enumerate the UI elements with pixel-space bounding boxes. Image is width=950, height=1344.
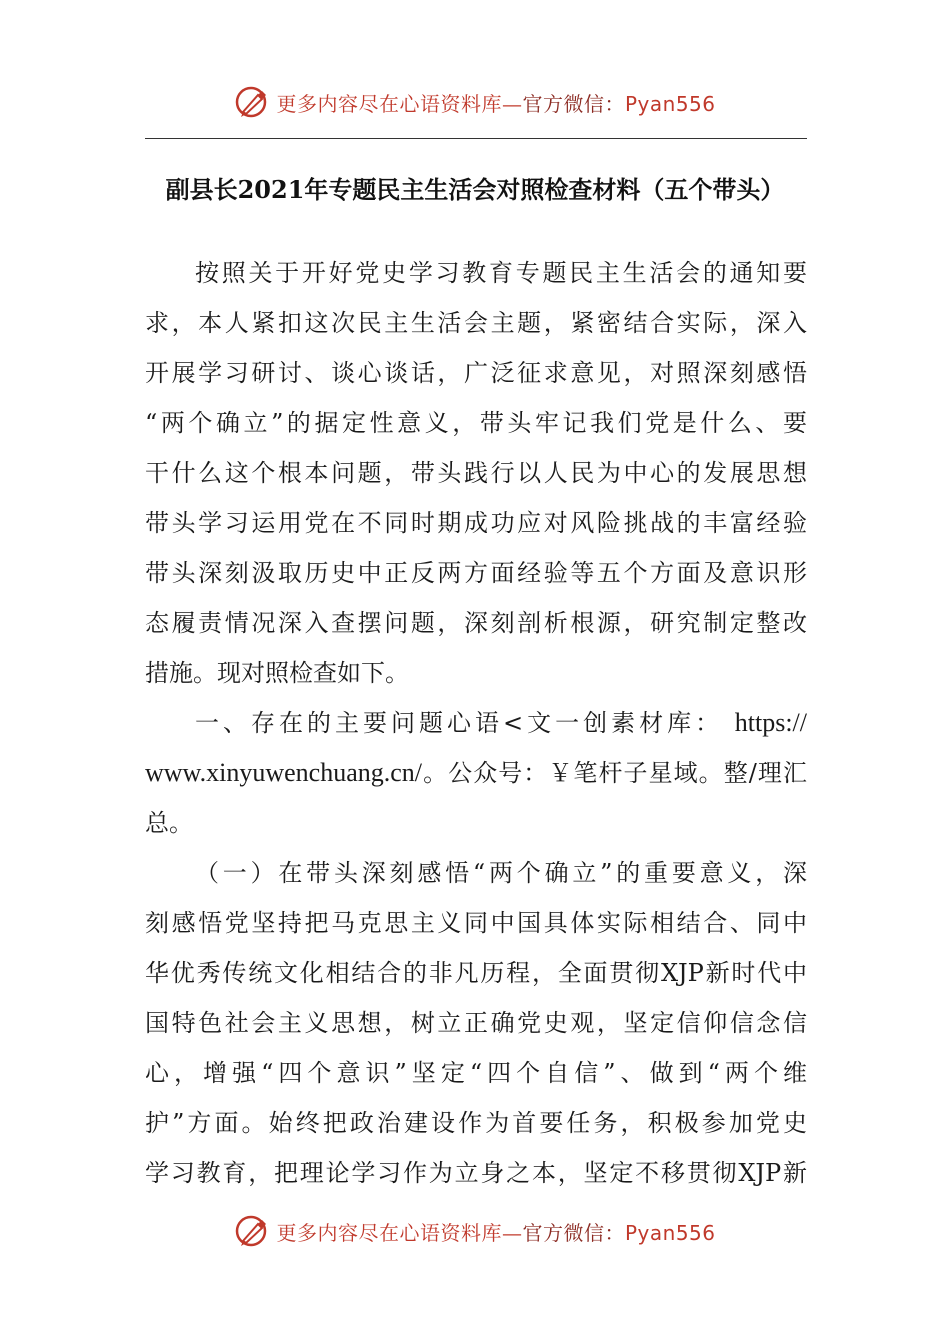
body-line: 刻感悟党坚持把马克思主义同中国具体实际相结合、同中 <box>145 909 807 937</box>
header-banner-separator: — <box>501 91 523 116</box>
body-line: 态履责情况深入查摆问题，深刻剖析根源，研究制定整改 <box>145 609 807 637</box>
body-line: 国特色社会主义思想，树立正确党史观，坚定信仰信念信 <box>145 1009 807 1037</box>
pen-nib-logo-icon <box>234 85 268 119</box>
source-url-part1: https:// <box>734 708 807 737</box>
header-banner-text <box>276 88 715 117</box>
body-line: 带头学习运用党在不同时期成功应对风险挑战的丰富经验 <box>145 509 807 537</box>
body-line: 按照关于开好党史学习教育专题民主生活会的通知要 <box>195 259 807 287</box>
header-divider <box>145 138 807 139</box>
footer-banner-wechat-id: Pyan556 <box>624 1220 716 1245</box>
body-line: 学习教育，把理论学习作为立身之本，坚定不移贯彻XJP新 <box>145 1159 807 1187</box>
body-line: 带头深刻汲取历史中正反两方面经验等五个方面及意识形 <box>145 559 807 587</box>
document-title: 副县长2021年专题民主生活会对照检查材料（五个带头） <box>165 175 785 204</box>
body-line: 护”方面。始终把政治建设作为首要任务，积极参加党史 <box>145 1109 807 1137</box>
document-body <box>145 248 807 1198</box>
body-line: 求，本人紧扣这次民主生活会主题，紧密结合实际，深入 <box>145 309 807 337</box>
subsection-heading-line: （一）在带头深刻感悟“两个确立”的重要意义，深 <box>195 859 807 887</box>
footer-banner-text <box>276 1217 715 1246</box>
body-line: “两个确立”的据定性意义，带头牢记我们党是什么、要 <box>145 409 807 437</box>
source-url-part2: www.xinyuwenchuang.cn/ <box>145 758 423 787</box>
body-line: 华优秀传统文化相结合的非凡历程，全面贯彻XJP新时代中 <box>145 959 807 987</box>
body-line: 干什么这个根本问题，带头践行以人民为中心的发展思想 <box>145 459 807 487</box>
header-banner-wechat-id: Pyan556 <box>624 91 716 116</box>
header-banner-slogan: 更多内容尽在心语资料库 <box>276 91 502 116</box>
body-line: 心，增强“四个意识”坚定“四个自信”、做到“两个维 <box>145 1059 807 1087</box>
footer-banner-slogan: 更多内容尽在心语资料库 <box>276 1220 502 1245</box>
body-line: 措施。现对照检查如下。 <box>145 659 409 687</box>
section-heading-text: 一、存在的主要问题心语<文一创素材库： <box>195 709 724 737</box>
body-line: 开展学习研讨、谈心谈话，广泛征求意见，对照深刻感悟 <box>145 359 807 387</box>
footer-banner <box>0 1209 950 1253</box>
footer-banner-label: 官方微信： <box>522 1220 625 1245</box>
header-banner-label: 官方微信： <box>522 91 625 116</box>
section-heading-line <box>145 698 807 748</box>
body-line-text: 。公众号：￥笔杆子星域。整/理汇 <box>422 759 807 787</box>
body-line: 总。 <box>145 809 193 837</box>
header-banner <box>0 80 950 124</box>
footer-banner-separator: — <box>501 1220 523 1245</box>
pen-nib-logo-icon <box>234 1214 268 1248</box>
body-line <box>145 748 807 798</box>
